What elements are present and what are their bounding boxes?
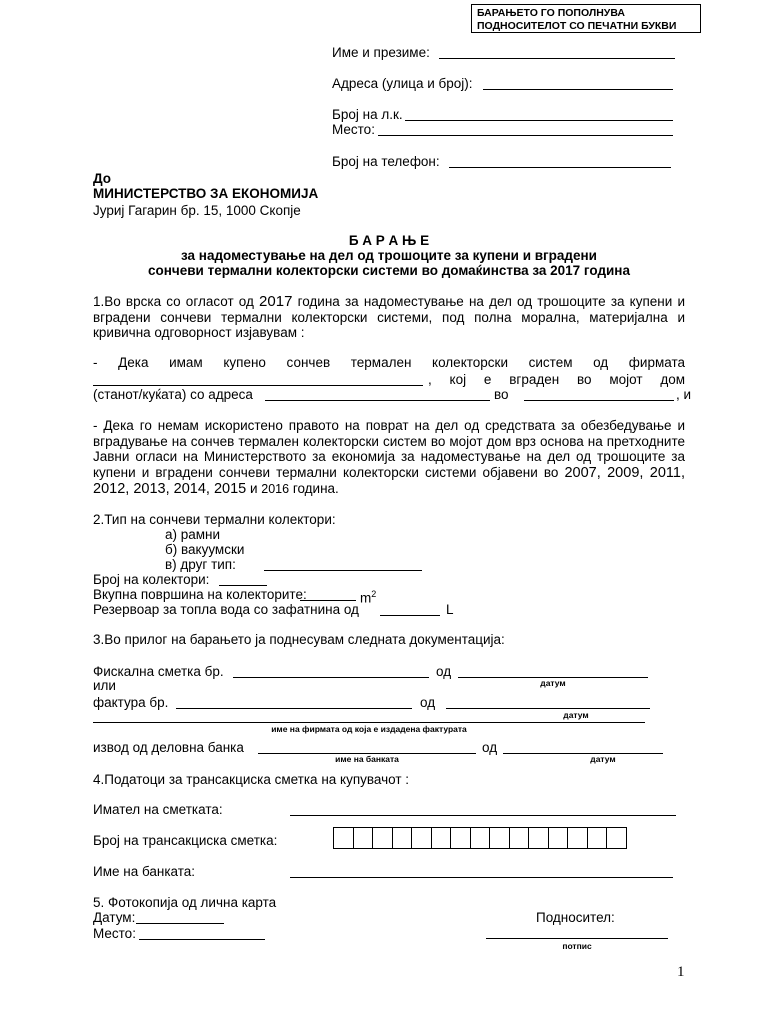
page-number: 1 [677, 964, 685, 980]
place-label: Место: [332, 122, 375, 137]
item2-end: година. [289, 481, 339, 496]
collector-count-field[interactable] [219, 585, 267, 586]
area-unit [360, 587, 376, 606]
tank-label: Резервоар за топла вода со зафатнина од [93, 602, 359, 617]
address-field[interactable] [483, 89, 673, 90]
tank-field[interactable] [380, 615, 440, 616]
phone-label: Број на телефон: [332, 154, 440, 169]
notice-line-2: ПОДНОСИТЕЛОТ СО ПЕЧАТНИ БУКВИ [477, 20, 677, 32]
item1-text-a: - Дека имам купено сончев термален колекторски систем од фирмата [93, 355, 685, 370]
invoice-date-caption: датум [563, 710, 589, 720]
collector-count-label: Број на колектори: [93, 572, 210, 587]
street-field[interactable] [265, 400, 490, 401]
account-digit-box[interactable] [411, 827, 432, 849]
or-label: или [93, 678, 116, 693]
other-type-field[interactable] [264, 570, 422, 571]
section1-intro [93, 294, 685, 341]
account-digit-box[interactable] [450, 827, 471, 849]
signature-field[interactable] [486, 938, 668, 939]
area-unit-exponent: 2 [371, 589, 377, 599]
area-unit-m: m [360, 590, 372, 606]
city-field[interactable] [524, 400, 674, 401]
type-vacuum[interactable]: б) вакуумски [165, 542, 245, 557]
notice-box [471, 4, 701, 33]
receipt-number-field[interactable] [233, 677, 429, 678]
document-subtitle-1: за надоместување на дел од трошоците за купени и вградени [181, 248, 597, 263]
bank-name-field[interactable] [290, 877, 673, 878]
account-digit-box[interactable] [548, 827, 569, 849]
place-field[interactable] [378, 135, 673, 136]
account-digit-box[interactable] [567, 827, 588, 849]
section3-heading: 3.Во прилог на барањето ја поднесувам следната документација: [93, 632, 505, 647]
applicant-label: Подносител: [536, 910, 615, 925]
bank-caption: име на банката [335, 754, 399, 764]
item1-text-e: , и [676, 387, 692, 402]
invoice-from: од [420, 695, 436, 710]
name-label: Име и презиме: [332, 45, 430, 60]
item1-text-c: (станот/куќата) со адреса [93, 387, 253, 402]
name-field[interactable] [439, 58, 675, 59]
invoice-date-field[interactable] [446, 708, 650, 709]
section2-heading: 2.Тип на сончеви термални колектори: [93, 512, 336, 527]
account-digit-box[interactable] [372, 827, 393, 849]
recipient-to: До [93, 171, 112, 186]
account-number-boxes[interactable] [334, 827, 627, 849]
account-holder-label: Имател на сметката: [93, 802, 223, 817]
company-caption: име на фирмата од која е издадена фактурата [271, 724, 467, 734]
section1-item2 [93, 418, 685, 498]
account-digit-box[interactable] [353, 827, 374, 849]
item2-years: 2007, 2009, 2011, 2012, 2013, 2014, 2015 [93, 464, 685, 497]
account-holder-field[interactable] [290, 815, 676, 816]
date-field[interactable] [136, 923, 224, 924]
section4-heading: 4.Податоци за трансакциска сметка на купувачот : [93, 772, 410, 787]
account-digit-box[interactable] [489, 827, 510, 849]
bank-statement-label: извод од деловна банка [93, 740, 244, 755]
account-digit-box[interactable] [528, 827, 549, 849]
type-flat[interactable]: а) рамни [165, 527, 221, 542]
item1-text-d: во [494, 387, 509, 402]
invoice-number-field[interactable] [176, 708, 412, 709]
account-digit-box[interactable] [431, 827, 452, 849]
notice-line-1: БАРАЊЕТО ГО ПОПОЛНУВА [477, 7, 625, 19]
item2-text-a: - Дека го немам искористено правото на поврат на дел од средствата за обезбедување и вградување на сончев термален колекторски систем во мојот дом врз основа на претходните Јавни огласи на Министерството за економија за надоместување на дел од трошоците за купени и вградени сончеви термални колекторски системи објавени во [93, 418, 685, 480]
area-label: Вкупна површина на колекторите: [93, 587, 307, 602]
section1-intro-a: 1.Во врска со огласот од [93, 294, 260, 309]
section1-item1-line1 [93, 355, 685, 371]
recipient-address: Јуриј Гагарин бр. 15, 1000 Скопје [93, 203, 301, 218]
id-field[interactable] [405, 120, 673, 121]
account-digit-box[interactable] [470, 827, 491, 849]
address-label: Адреса (улица и број): [332, 76, 473, 91]
account-number-label: Број на трансакциска сметка: [93, 833, 278, 848]
signing-place-label: Место: [93, 926, 136, 941]
account-digit-box[interactable] [333, 827, 354, 849]
area-field[interactable] [300, 600, 356, 601]
account-digit-box[interactable] [606, 827, 627, 849]
signing-place-field[interactable] [139, 939, 265, 940]
bank-from: од [482, 740, 498, 755]
document-title: Б А Р А Њ Е [348, 233, 430, 248]
bank-date-caption: датум [590, 754, 616, 764]
date-label: Датум: [93, 910, 136, 925]
section5-heading: 5. Фотокопија од лична карта [93, 895, 277, 910]
recipient-ministry: МИНИСТЕРСТВО ЗА ЕКОНОМИЈА [93, 186, 319, 201]
account-digit-box[interactable] [392, 827, 413, 849]
account-digit-box[interactable] [509, 827, 530, 849]
receipt-date-caption: датум [540, 678, 566, 688]
account-digit-box[interactable] [587, 827, 608, 849]
phone-field[interactable] [449, 167, 671, 168]
item2-and: и [246, 481, 262, 496]
invoice-label: фактура бр. [93, 695, 169, 710]
id-label: Број на л.к. [332, 107, 403, 122]
company-name-field[interactable] [93, 722, 645, 723]
item2-last-year: 2016 [261, 482, 290, 496]
section1-year: 2017 [259, 293, 293, 310]
section1-intro-b: година за надоместување на дел од трошоците за купени и вградени сончеви термални колекторски системи, под полна морална, материјална и кривична одговорност изјавувам : [93, 294, 686, 340]
signature-caption: потпис [562, 941, 592, 951]
company-field[interactable] [93, 385, 423, 386]
bank-name-label: Име на банката: [93, 864, 196, 879]
tank-unit: L [446, 602, 454, 617]
document-subtitle-2: сончеви термални колекторски системи во домаќинства за 2017 година [148, 263, 630, 278]
item1-text-b: , кој е вграден во мојот дом [428, 372, 685, 387]
type-other[interactable]: в) друг тип: [165, 557, 236, 572]
receipt-label: Фискална сметка бр. [93, 664, 224, 679]
receipt-from: од [436, 664, 452, 679]
